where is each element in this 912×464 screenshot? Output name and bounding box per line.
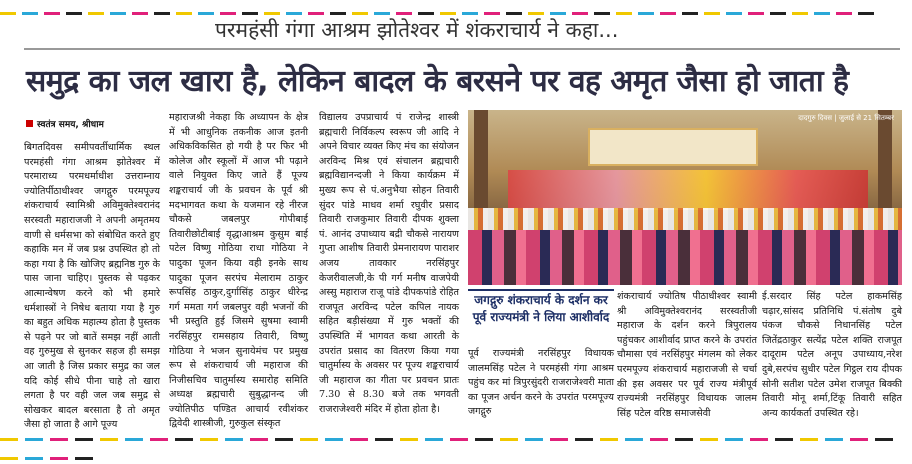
strip-segment	[100, 438, 118, 441]
strip-segment	[814, 12, 830, 15]
strip-segment	[300, 438, 318, 441]
strip-segment	[0, 457, 18, 460]
strip-segment	[850, 438, 868, 441]
article-column-3	[319, 111, 459, 415]
strip-segment	[325, 438, 343, 441]
strip-segment	[726, 12, 742, 15]
kicker-headline: परमहंसी गंगा आश्रम झोतेश्वर में शंकराचार्य ने कहा...	[215, 18, 619, 42]
photo-flowers	[468, 208, 902, 230]
strip-segment	[132, 12, 148, 15]
strip-segment	[750, 438, 768, 441]
strip-segment	[770, 12, 786, 15]
strip-segment	[725, 438, 743, 441]
strip-segment	[200, 438, 218, 441]
strip-segment	[775, 438, 793, 441]
column-1-text: बिगतदिवस समीपवर्तीधार्मिक स्थल परमहंसी गंगा आश्रम झोतेश्वर में परमाराध्य परमधर्माधीश उत्तराम्नाय ज्योतिर्पीठाधीश्वर जगद्गुरु परमपूज्य शंकराचार्य स्वामिश्री अविमुक्तेश्वरानंद सरस्वती महाराजजी ने अपनी अमृतमय वाणी से धर्मसभा को संबोधित करते हुए कहाकि मन में जब प्रश्न उपस्थित हो तो कहा गया है कि खोजिए ब्रह्मनिष्ठ गुरु के पास जाना चाहिए। पुस्तक से पढ़कर आत्मान्वेषण करने को भी हमारे धर्मशास्त्रों ने निषेध बताया गया है गुरु का बहुत अधिक महात्म्य होता है पुस्तक से पढ़ने पर जो बातें समझ नहीं आती वह गुरुमुख से सुनकर सहज ही समझ आ जाती है जिस प्रकार समुद्र का जल यदि कोई सीधे पीना चाहे तो खारा लगता है पर वही जल जब समुद्र से सोखकर बादल बरसाता है तो अमृत जैसा हो जाता है आगे पूज्य	[24, 142, 160, 431]
article-column-6	[762, 290, 902, 419]
byline-marker-icon	[26, 120, 33, 127]
article-column-1	[24, 141, 160, 431]
strip-segment	[400, 438, 418, 441]
article-column-2	[169, 111, 308, 430]
photo-pillar	[878, 110, 892, 220]
strip-segment	[825, 438, 843, 441]
byline	[26, 117, 151, 131]
strip-segment	[176, 12, 192, 15]
column-4-text: पूर्व राज्यमंत्री नरसिंहपुर विधायक जालमसिंह पटेल ने परमहंसी गंगा आश्रम पहुंच कर मां त्रिपुरसुंदरी राजराजेश्वरी माता का पूजन अर्चन करने के उपरांत परमपूज्य जगद्गुरु	[468, 348, 614, 418]
strip-segment	[375, 438, 393, 441]
strip-segment	[625, 438, 643, 441]
strip-segment	[500, 438, 518, 441]
photo-stage	[508, 170, 868, 210]
strip-segment	[700, 438, 718, 441]
strip-segment	[875, 438, 893, 441]
article-column-5	[617, 290, 757, 419]
column-5-text: शंकराचार्य ज्योतिष पीठाधीश्वर स्वामी श्री अविमुक्तेश्वरानंद सरस्वतीजी महाराज के दर्शन करने त्रिपुरालय पहुंचकर आशीर्वाद प्राप्त करने के उपरांत चौमासा एवं नरसिंहपुर मंगलम को लेकर परमपूज्य शंकराचार्य महाराजजी से चर्चा की इस अवसर पर पूर्व राज्य मंत्रीपूर्व राज्यमंत्री नरसिंहपुर विधायक जालम सिंह पटेल वरिष्ठ समाजसेवी	[617, 291, 757, 419]
column-2-text: महाराजश्री नेकहा कि अध्यापन के क्षेत्र में भी आधुनिक तकनीक आज इतनी अधिकविकसित हो गयी है पर फिर भी कोलेज और स्कूलों में आज भी पढ़ाने वाले नियुक्त किए जाते हैं पूज्य शङ्कराचार्य जी के प्रवचन के पूर्व श्री मदभागवत कथा के यजमान रहे नीरज चौकसे जबलपुर गोपीबाई तिवारीछोटीबाई वृद्धाआश्रम कुसुम बाई पटेल विष्णु गोठिया राधा गोठिया ने पादुका पूजन किया वही इनके साथ पादुका पूजन सरपंच मेलाराम ठाकुर रूपसिंह ठाकुर,दुर्गासिंह ठाकुर धीरेन्द्र गर्ग ममता गर्ग जबलपुर वही भजनों की भी प्रस्तुति हुई जिसमे सुषमा स्वामी नरसिंहपुर रामसहाय तिवारी, विष्णु गोठिया ने भजन सुनायेमंच पर प्रमुख रूप से शंकराचार्य जी महाराज की निजीसचिव चातुर्मास्य समारोह समिति अध्यक्ष ब्रह्मचारी सुबुद्धानन्द जी ज्योतिपीठ पण्डित आचार्य रवीशंकर द्विवेदी शास्त्रीजी, गुरुकुल संस्कृत	[169, 112, 308, 430]
strip-segment	[792, 12, 808, 15]
strip-segment	[110, 12, 126, 15]
strip-segment	[50, 457, 68, 460]
photo-audience	[468, 230, 902, 285]
strip-segment	[88, 12, 104, 15]
strip-segment	[748, 12, 764, 15]
strip-segment	[836, 12, 852, 15]
photo-banner-text: दादगुरु दिवस | जुलाई से 21 सितम्बर	[798, 114, 894, 122]
photo-pillar	[474, 110, 488, 220]
main-headline: समुद्र का जल खारा है, लेकिन बादल के बरसने पर वह अमृत जैसा हो जाता है	[26, 64, 849, 99]
strip-segment	[600, 438, 618, 441]
strip-segment	[44, 12, 60, 15]
strip-segment	[575, 438, 593, 441]
subhead-divider	[468, 289, 614, 291]
strip-segment	[858, 12, 874, 15]
strip-segment	[25, 457, 43, 460]
strip-segment	[0, 12, 16, 15]
strip-segment	[154, 12, 170, 15]
strip-segment	[150, 438, 168, 441]
strip-segment	[25, 438, 43, 441]
strip-segment	[275, 438, 293, 441]
strip-segment	[198, 12, 214, 15]
kicker-divider	[24, 48, 900, 50]
byline-text: स्वतंत्र समय, श्रीधाम	[37, 120, 104, 130]
strip-segment	[250, 438, 268, 441]
column-6-text: ई.सरदार सिंह पटेल हाकमसिंह चढ़ार,सांसद प्रतिनिधि पं.संतोष दुबे पंकज चौकसे निधानसिंह पटेल जितेंद्रठाकुर सत्येंद्र पटेल शक्ति राजपूत दादूराम पटेल अनूप उपाध्याय,नरेश दुबे,सरपंच सुधीर पटेल गिट्ठल राय दीपक सोनी सतीश पटेल उमेश राजपूत बिक्की तिवारी मोनू शर्मा,टिंकू तिवारी सहित अन्य कार्यकर्ता उपस्थित रहे।	[762, 291, 902, 419]
strip-segment	[650, 438, 668, 441]
strip-segment	[175, 438, 193, 441]
sub-headline: जगद्गुरु शंकराचार्य के दर्शन कर पूर्व राज्यमंत्री ने लिया आशीर्वाद	[472, 293, 610, 324]
strip-segment	[550, 438, 568, 441]
photo-stage-banner	[588, 128, 758, 166]
strip-segment	[450, 438, 468, 441]
article-column-4	[468, 347, 614, 418]
bottom-color-strip	[0, 426, 912, 440]
strip-segment	[50, 438, 68, 441]
strip-segment	[800, 438, 818, 441]
strip-segment	[0, 438, 18, 441]
strip-segment	[675, 438, 693, 441]
strip-segment	[350, 438, 368, 441]
strip-segment	[475, 438, 493, 441]
strip-segment	[125, 438, 143, 441]
strip-segment	[425, 438, 443, 441]
strip-segment	[75, 457, 93, 460]
top-color-strip	[0, 0, 912, 14]
strip-segment	[525, 438, 543, 441]
strip-segment	[75, 438, 93, 441]
column-3-text: विद्यालय उपप्राचार्य पं राजेन्द्र शास्त्री ब्रह्मचारी निर्विकल्प स्वरूप जी आदि ने अपने विचार व्यक्त किए मंच का संयोजन अरविन्द मिश्र एवं संचालन ब्रह्मचारी ब्रह्मविद्यानन्दजी ने किया कार्यक्रम में मुख्य रूप से पं.अनुभैया सोहन तिवारी सुंदर पांडे माधव शर्मा रघुवीर प्रसाद तिवारी राजकुमार तिवारी दीपक शुक्ला पं. आनंद उपाध्याय बद्री चौकसे नारायण गुप्ता आशीष तिवारी प्रेमनारायण पाराशर अजय तावकार नरसिंहपुर केजरीवालजी,के पी गर्ग मनीष वाजपेयी अस्सु महाराज राजू पांडे दीपकपांडे रोहित राजपूत अरविन्द पटेल कपिल नायक सहित बड़ीसंख्या में गुरु भक्तों की उपस्थिति में भागवत कथा आरती के उपरांत प्रसाद का वितरण किया गया चातुर्मास्य के अवसर पर पूज्य शङ्कराचार्य जी महाराज का गीता पर प्रवचन प्रातः 7.30 से 8.30 बजे तक भगवती राजराजेश्वरी मंदिर में होता होता है।	[319, 112, 459, 415]
event-photo	[468, 110, 902, 285]
strip-segment	[225, 438, 243, 441]
strip-segment	[22, 12, 38, 15]
strip-segment	[66, 12, 82, 15]
